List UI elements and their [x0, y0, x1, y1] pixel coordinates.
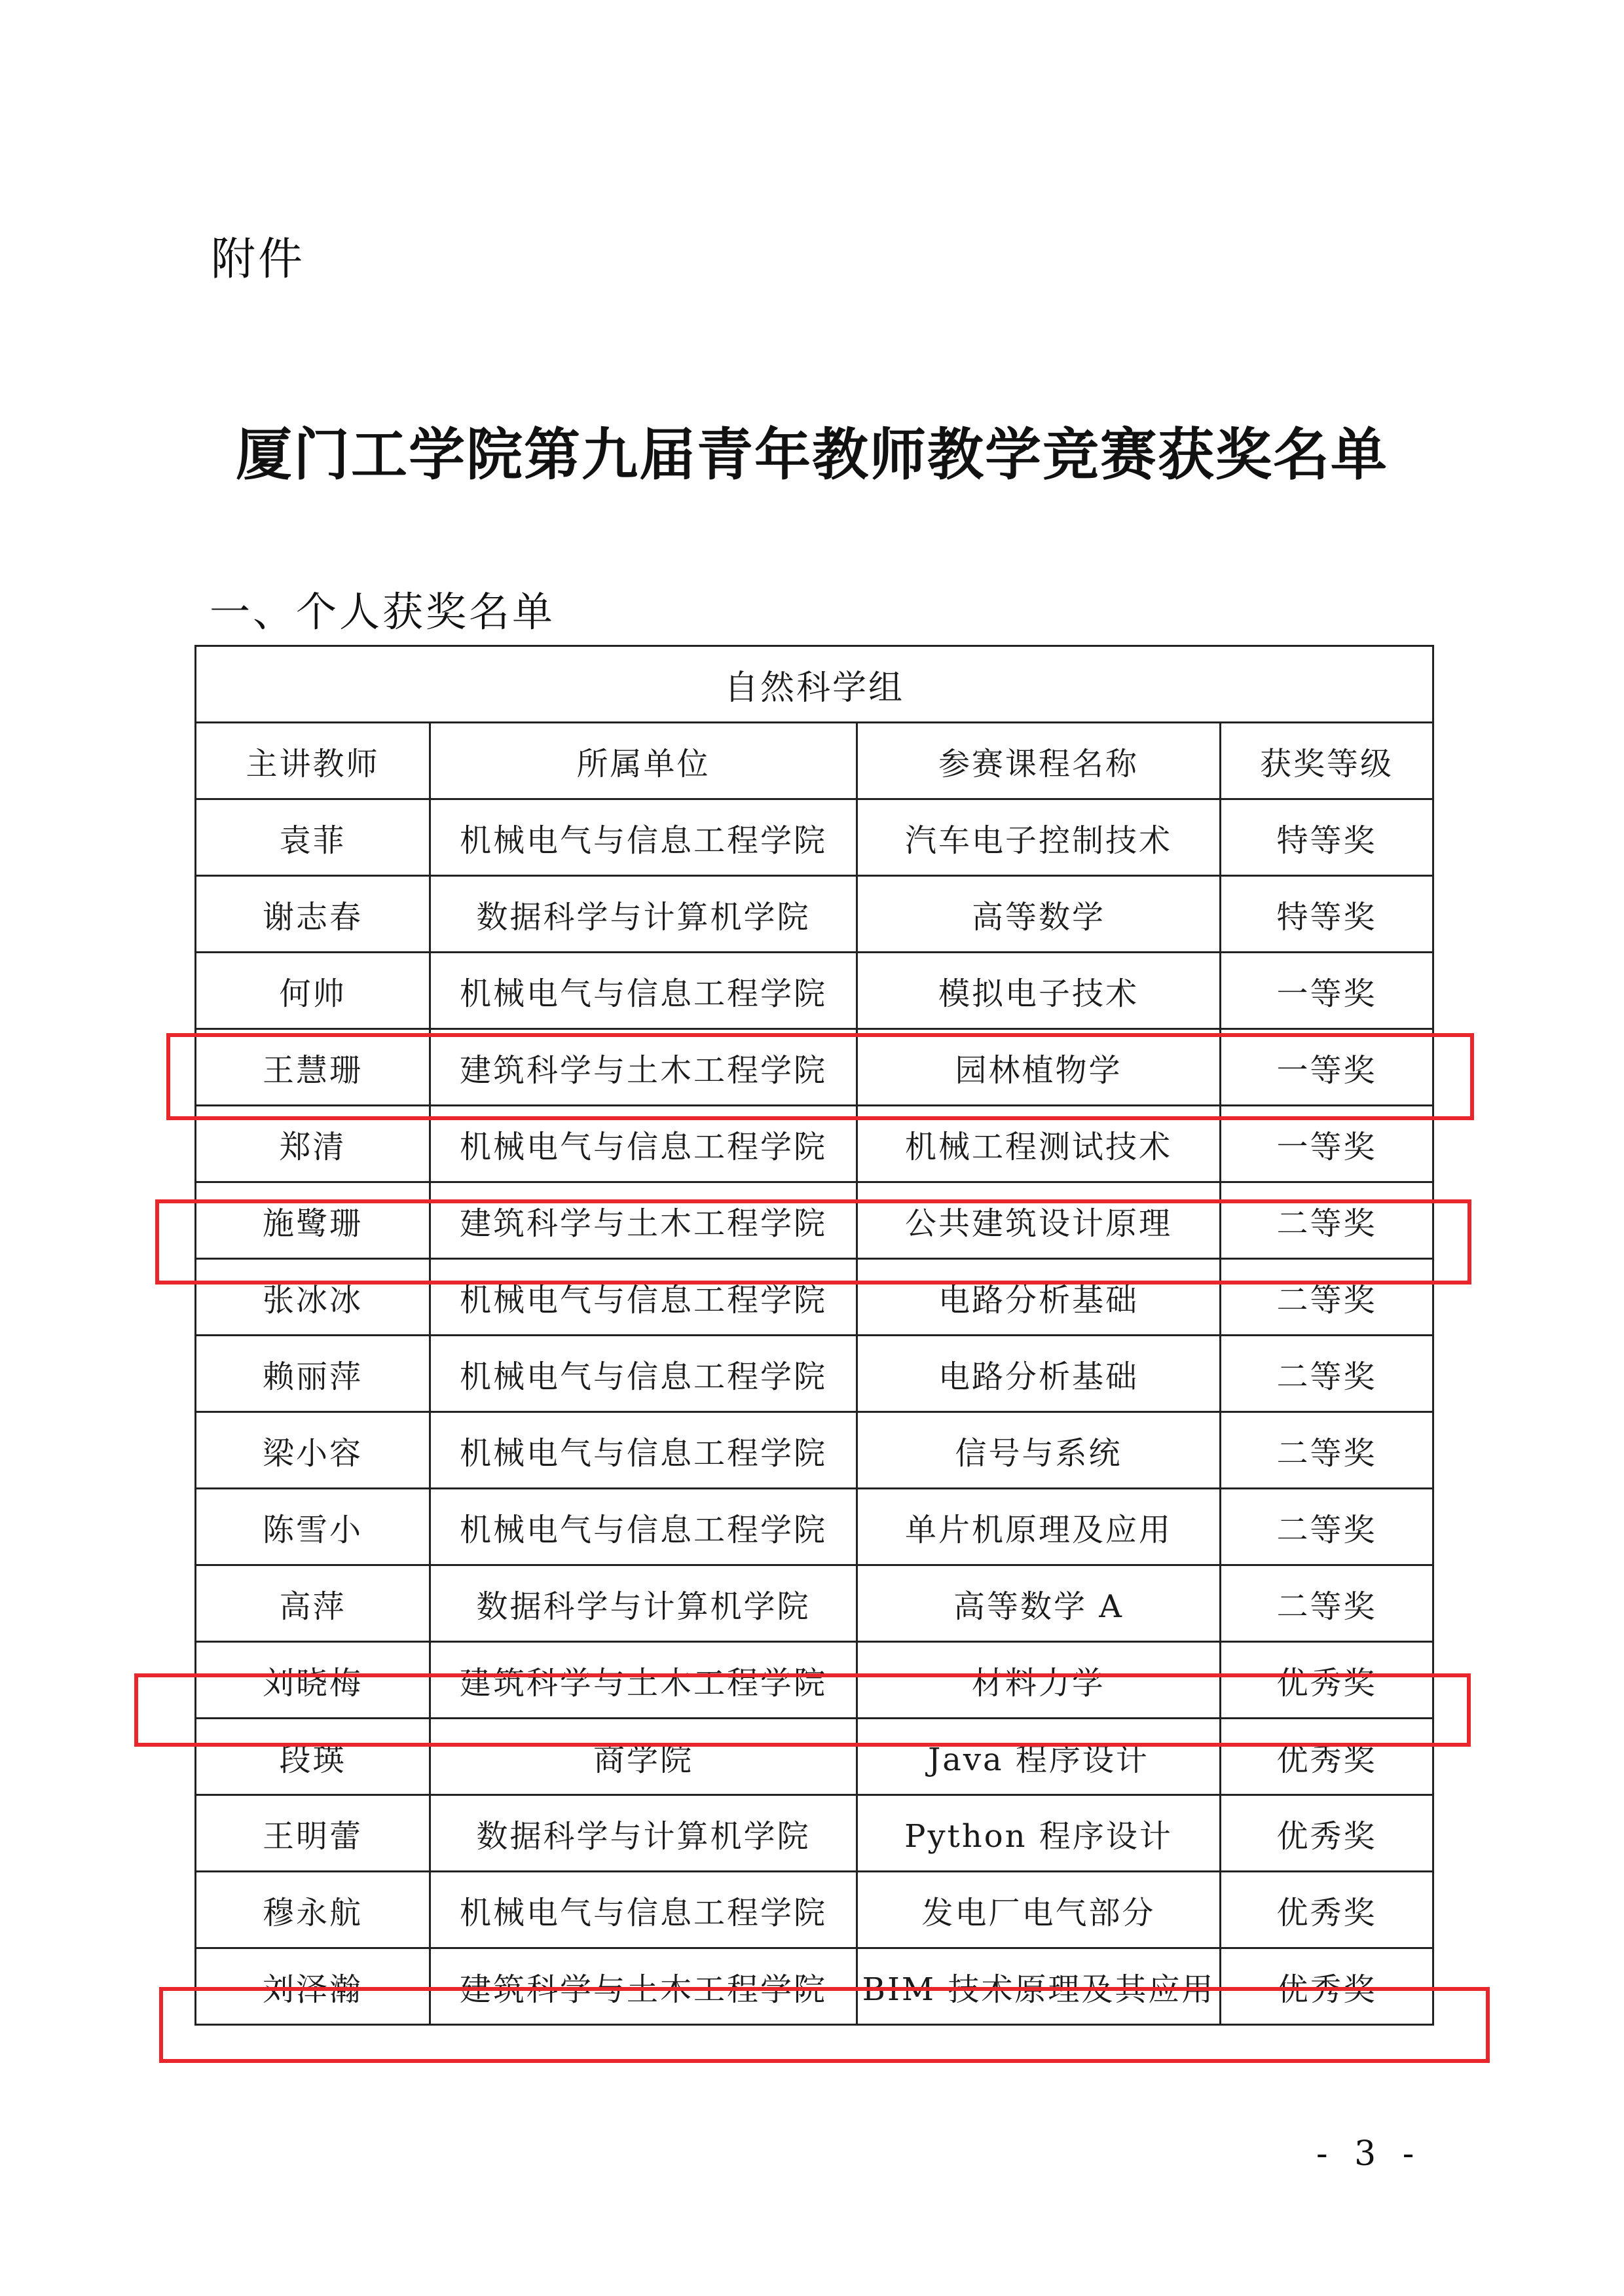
unit-cell: 数据科学与计算机学院 [430, 1565, 857, 1642]
course-cell: Python 程序设计 [857, 1795, 1221, 1872]
table-row [196, 1719, 1433, 1795]
attachment-label: 附件 [211, 234, 306, 285]
course-cell: 电路分析基础 [857, 1259, 1221, 1336]
column-header-teacher: 主讲教师 [196, 723, 430, 799]
course-cell: BIM 技术原理及其应用 [857, 1948, 1221, 2025]
teacher-cell: 刘晓梅 [196, 1642, 430, 1719]
course-cell: 汽车电子控制技术 [857, 799, 1221, 876]
teacher-cell: 王明蕾 [196, 1795, 430, 1872]
unit-cell: 机械电气与信息工程学院 [430, 1412, 857, 1489]
course-cell: 信号与系统 [857, 1412, 1221, 1489]
award-cell: 二等奖 [1221, 1489, 1433, 1565]
teacher-cell: 施鹭珊 [196, 1182, 430, 1259]
course-cell: 模拟电子技术 [857, 953, 1221, 1029]
table-row [196, 1412, 1433, 1489]
unit-cell: 商学院 [430, 1719, 857, 1795]
teacher-cell: 张冰冰 [196, 1259, 430, 1336]
teacher-cell: 郑清 [196, 1106, 430, 1182]
table-row [196, 1872, 1433, 1948]
award-cell: 一等奖 [1221, 1106, 1433, 1182]
unit-cell: 数据科学与计算机学院 [430, 1795, 857, 1872]
teacher-cell: 何帅 [196, 953, 430, 1029]
course-cell: 高等数学 A [857, 1565, 1221, 1642]
award-table [194, 645, 1434, 2026]
award-cell: 二等奖 [1221, 1565, 1433, 1642]
column-header-course: 参赛课程名称 [857, 723, 1221, 799]
unit-cell: 机械电气与信息工程学院 [430, 799, 857, 876]
unit-cell: 机械电气与信息工程学院 [430, 1872, 857, 1948]
course-cell: 高等数学 [857, 876, 1221, 953]
teacher-cell: 刘泽瀚 [196, 1948, 430, 2025]
table-row [196, 799, 1433, 876]
unit-cell: 机械电气与信息工程学院 [430, 1106, 857, 1182]
table-row [196, 1642, 1433, 1719]
teacher-cell: 赖丽萍 [196, 1336, 430, 1412]
unit-cell: 建筑科学与土木工程学院 [430, 1182, 857, 1259]
page-number: - 3 - [1316, 2134, 1422, 2174]
table-row [196, 953, 1433, 1029]
award-cell: 二等奖 [1221, 1336, 1433, 1412]
table-row [196, 1565, 1433, 1642]
table-row [196, 1336, 1433, 1412]
course-cell: 公共建筑设计原理 [857, 1182, 1221, 1259]
award-cell: 优秀奖 [1221, 1948, 1433, 2025]
group-title-row [196, 646, 1433, 723]
teacher-cell: 高萍 [196, 1565, 430, 1642]
award-cell: 二等奖 [1221, 1182, 1433, 1259]
table-row [196, 1948, 1433, 2025]
teacher-cell: 袁菲 [196, 799, 430, 876]
column-header-row [196, 723, 1433, 799]
unit-cell: 机械电气与信息工程学院 [430, 1259, 857, 1336]
unit-cell: 建筑科学与土木工程学院 [430, 1029, 857, 1106]
table-row [196, 1182, 1433, 1259]
course-cell: 电路分析基础 [857, 1336, 1221, 1412]
award-cell: 一等奖 [1221, 953, 1433, 1029]
course-cell: Java 程序设计 [857, 1719, 1221, 1795]
unit-cell: 数据科学与计算机学院 [430, 876, 857, 953]
unit-cell: 机械电气与信息工程学院 [430, 953, 857, 1029]
teacher-cell: 王慧珊 [196, 1029, 430, 1106]
course-cell: 机械工程测试技术 [857, 1106, 1221, 1182]
teacher-cell: 谢志春 [196, 876, 430, 953]
group-title: 自然科学组 [196, 646, 1433, 723]
column-header-award: 获奖等级 [1221, 723, 1433, 799]
unit-cell: 建筑科学与土木工程学院 [430, 1948, 857, 2025]
teacher-cell: 梁小容 [196, 1412, 430, 1489]
section-heading: 一、个人获奖名单 [210, 588, 556, 636]
award-cell: 优秀奖 [1221, 1872, 1433, 1948]
award-cell: 优秀奖 [1221, 1642, 1433, 1719]
table-row [196, 876, 1433, 953]
teacher-cell: 段瑛 [196, 1719, 430, 1795]
table-row [196, 1259, 1433, 1336]
document-title: 厦门工学院第九届青年教师教学竞赛获奖名单 [236, 422, 1388, 488]
award-cell: 特等奖 [1221, 799, 1433, 876]
table-row [196, 1795, 1433, 1872]
teacher-cell: 穆永航 [196, 1872, 430, 1948]
award-cell: 二等奖 [1221, 1259, 1433, 1336]
table-row [196, 1489, 1433, 1565]
unit-cell: 机械电气与信息工程学院 [430, 1336, 857, 1412]
unit-cell: 机械电气与信息工程学院 [430, 1489, 857, 1565]
award-cell: 二等奖 [1221, 1412, 1433, 1489]
unit-cell: 建筑科学与土木工程学院 [430, 1642, 857, 1719]
table-row [196, 1029, 1433, 1106]
table-row [196, 1106, 1433, 1182]
course-cell: 发电厂电气部分 [857, 1872, 1221, 1948]
award-cell: 一等奖 [1221, 1029, 1433, 1106]
course-cell: 单片机原理及应用 [857, 1489, 1221, 1565]
award-cell: 优秀奖 [1221, 1795, 1433, 1872]
column-header-unit: 所属单位 [430, 723, 857, 799]
course-cell: 材料力学 [857, 1642, 1221, 1719]
teacher-cell: 陈雪小 [196, 1489, 430, 1565]
award-cell: 特等奖 [1221, 876, 1433, 953]
course-cell: 园林植物学 [857, 1029, 1221, 1106]
award-cell: 优秀奖 [1221, 1719, 1433, 1795]
